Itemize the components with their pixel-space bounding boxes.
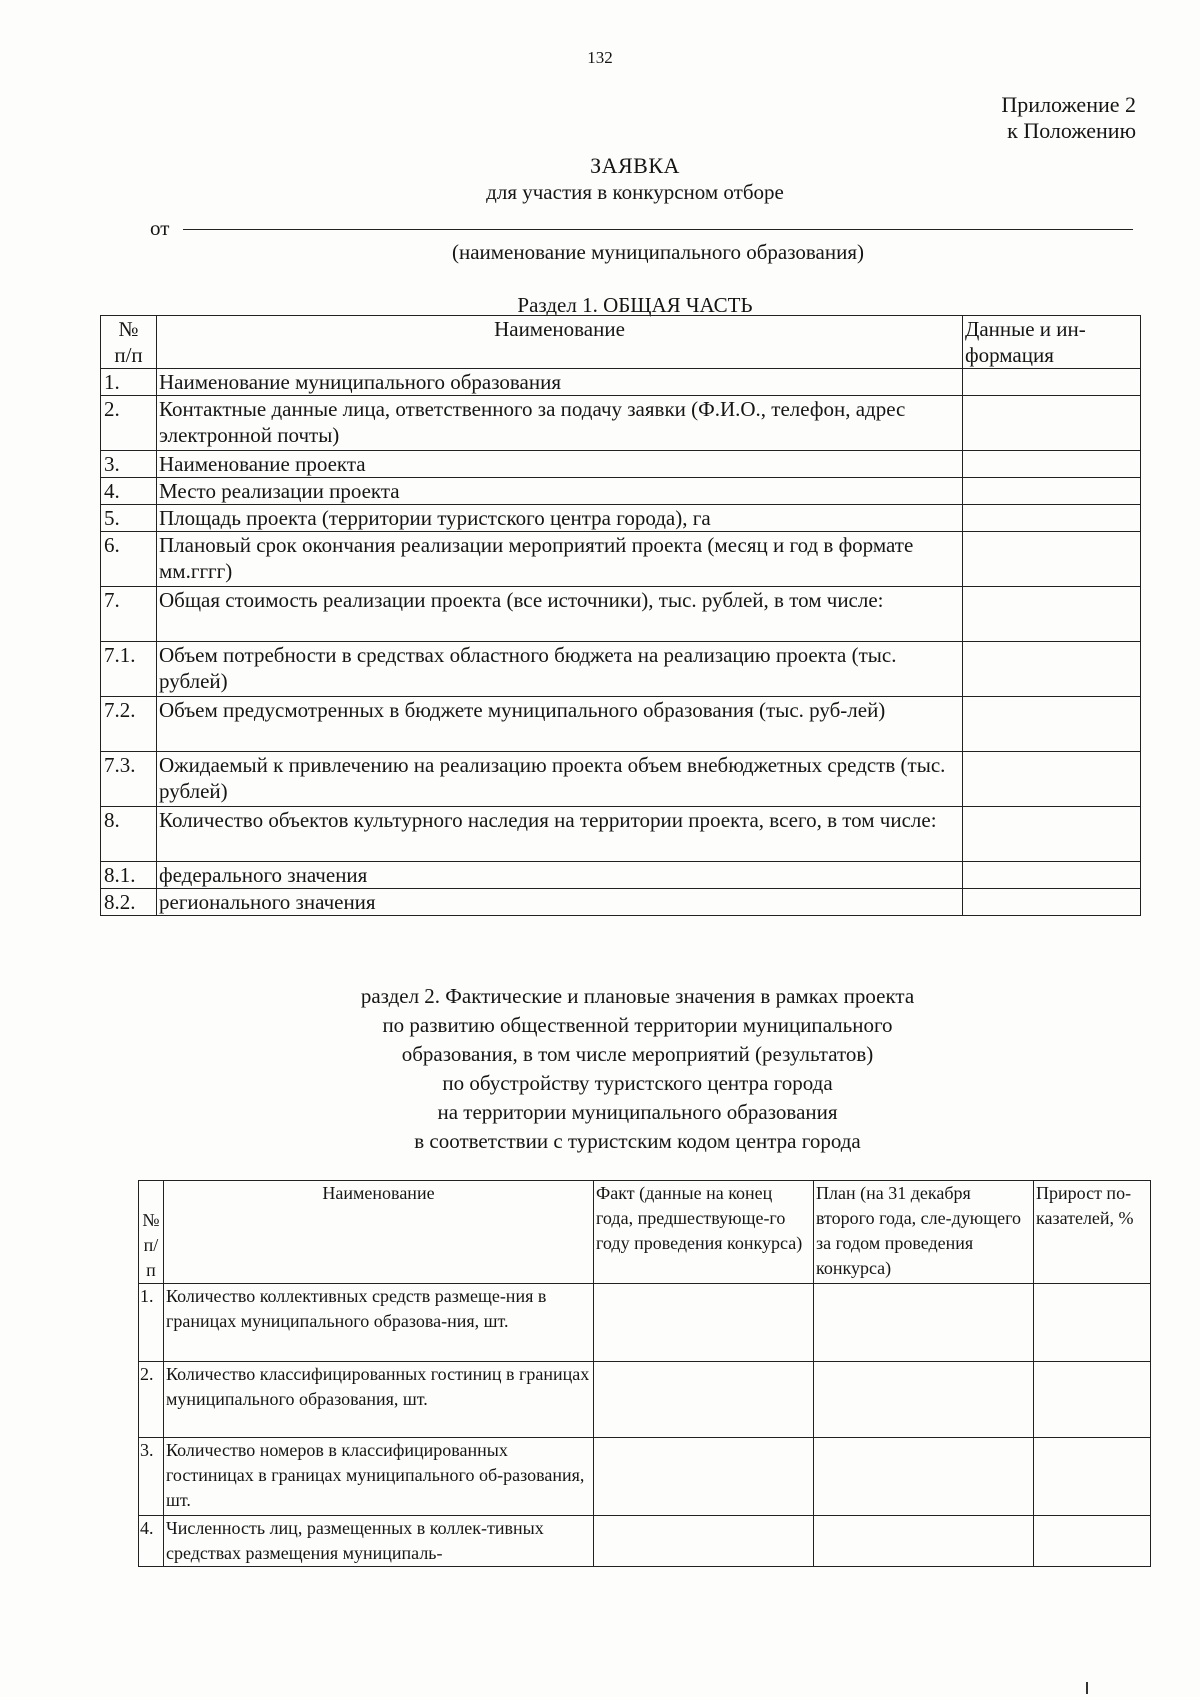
table2-row <box>139 1362 1151 1438</box>
row-name: Количество классифицированных гостиниц в границах муниципального образования, шт. <box>164 1362 594 1438</box>
header2-num-line3: п <box>146 1260 156 1280</box>
table1-row <box>101 697 1141 752</box>
scan-mark <box>1086 1682 1088 1694</box>
section2-heading-line: по развитию общественной территории муниципального <box>382 1013 893 1037</box>
row-value[interactable] <box>963 396 1141 451</box>
row-name: Объем потребности в средствах областного бюджета на реализацию проекта (тыс. рублей) <box>157 642 963 697</box>
table1-row <box>101 807 1141 862</box>
row-number: 8.2. <box>101 889 157 916</box>
row-name: Контактные данные лица, ответственного за подачу заявки (Ф.И.О., телефон, адрес электронной почты) <box>157 396 963 451</box>
row-name: Численность лиц, размещенных в коллек-тивных средствах размещения муниципаль- <box>164 1516 594 1567</box>
row-plan[interactable] <box>814 1284 1034 1362</box>
row-number: 6. <box>101 532 157 587</box>
row-value[interactable] <box>963 752 1141 807</box>
header2-name: Наименование <box>164 1181 594 1284</box>
section2-heading <box>0 982 1200 1156</box>
indicators-table <box>138 1180 1151 1567</box>
section2-heading-line: на территории муниципального образования <box>437 1100 838 1124</box>
appendix-line-2: к Положению <box>1007 118 1136 143</box>
row-number: 3. <box>139 1438 164 1516</box>
row-name: Наименование проекта <box>157 451 963 478</box>
row-name: федерального значения <box>157 862 963 889</box>
header-num <box>101 316 157 369</box>
row-plan[interactable] <box>814 1438 1034 1516</box>
header-data-line1: Данные и ин- <box>965 317 1086 341</box>
table1-row <box>101 532 1141 587</box>
row-growth[interactable] <box>1034 1284 1151 1362</box>
row-growth[interactable] <box>1034 1516 1151 1567</box>
row-name: регионального значения <box>157 889 963 916</box>
section2-heading-line: раздел 2. Фактические и плановые значения в рамках проекта <box>360 984 915 1008</box>
row-value[interactable] <box>963 807 1141 862</box>
header2-num-line2: п/ <box>143 1235 159 1255</box>
document-title: ЗАЯВКА <box>590 153 680 178</box>
document-subtitle: для участия в конкурсном отборе <box>486 180 784 204</box>
appendix-line-1: Приложение 2 <box>1001 92 1136 117</box>
table1-row <box>101 642 1141 697</box>
table2-header-row <box>139 1181 1151 1284</box>
header-data <box>963 316 1141 369</box>
table1-row <box>101 862 1141 889</box>
row-number: 3. <box>101 451 157 478</box>
row-name: Наименование муниципального образования <box>157 369 963 396</box>
row-name: Плановый срок окончания реализации мероприятий проекта (месяц и год в формате мм.гггг) <box>157 532 963 587</box>
header-num-line2: п/п <box>114 343 143 367</box>
table2-row <box>139 1438 1151 1516</box>
row-growth[interactable] <box>1034 1362 1151 1438</box>
row-value[interactable] <box>963 478 1141 505</box>
row-number: 1. <box>101 369 157 396</box>
row-fact[interactable] <box>594 1438 814 1516</box>
row-value[interactable] <box>963 532 1141 587</box>
row-value[interactable] <box>963 862 1141 889</box>
header2-growth: Прирост по-казателей, % <box>1034 1181 1151 1284</box>
section2-heading-line: по обустройству туристского центра города <box>442 1071 833 1095</box>
row-name: Общая стоимость реализации проекта (все источники), тыс. рублей, в том числе: <box>157 587 963 642</box>
row-name: Место реализации проекта <box>157 478 963 505</box>
row-growth[interactable] <box>1034 1438 1151 1516</box>
page-number: 132 <box>587 48 613 67</box>
row-number: 1. <box>139 1284 164 1362</box>
municipality-name-line <box>183 229 1133 230</box>
row-name: Ожидаемый к привлечению на реализацию проекта объем внебюджетных средств (тыс. рублей) <box>157 752 963 807</box>
row-number: 7.3. <box>101 752 157 807</box>
table2-row <box>139 1516 1151 1567</box>
row-value[interactable] <box>963 451 1141 478</box>
header-name: Наименование <box>157 316 963 369</box>
general-info-table <box>100 315 1141 916</box>
row-name: Количество номеров в классифицированных гостиницах в границах муниципального об-разования, шт. <box>164 1438 594 1516</box>
table1-row <box>101 478 1141 505</box>
header-data-line2: формация <box>965 343 1054 367</box>
row-number: 8. <box>101 807 157 862</box>
row-number: 7.2. <box>101 697 157 752</box>
row-number: 7.1. <box>101 642 157 697</box>
municipality-caption: (наименование муниципального образования) <box>451 240 865 264</box>
row-number: 2. <box>101 396 157 451</box>
section1-title: Раздел 1. ОБЩАЯ ЧАСТЬ <box>517 293 753 317</box>
table1-row <box>101 587 1141 642</box>
appendix-reference <box>1001 92 1136 144</box>
header2-num-line1: № <box>142 1210 160 1230</box>
table1-row <box>101 396 1141 451</box>
row-number: 4. <box>101 478 157 505</box>
row-number: 2. <box>139 1362 164 1438</box>
header2-plan: План (на 31 декабря второго года, сле-дующего за годом проведения конкурса) <box>814 1181 1034 1284</box>
row-value[interactable] <box>963 587 1141 642</box>
row-value[interactable] <box>963 505 1141 532</box>
table1-row <box>101 369 1141 396</box>
row-value[interactable] <box>963 642 1141 697</box>
row-name: Количество объектов культурного наследия на территории проекта, всего, в том числе: <box>157 807 963 862</box>
table2-row <box>139 1284 1151 1362</box>
row-number: 7. <box>101 587 157 642</box>
table1-row <box>101 451 1141 478</box>
row-number: 5. <box>101 505 157 532</box>
row-plan[interactable] <box>814 1516 1034 1567</box>
row-number: 8.1. <box>101 862 157 889</box>
row-value[interactable] <box>963 697 1141 752</box>
row-name: Площадь проекта (территории туристского центра города), га <box>157 505 963 532</box>
header2-fact: Факт (данные на конец года, предшествующе-го году проведения конкурса) <box>594 1181 814 1284</box>
from-label: от <box>150 216 170 240</box>
row-fact[interactable] <box>594 1362 814 1438</box>
table1-row <box>101 752 1141 807</box>
table1-row <box>101 505 1141 532</box>
header2-num <box>139 1181 164 1284</box>
row-fact[interactable] <box>594 1516 814 1567</box>
section2-heading-line: образования, в том числе мероприятий (результатов) <box>401 1042 874 1066</box>
row-number: 4. <box>139 1516 164 1567</box>
row-name: Количество коллективных средств размеще-ния в границах муниципального образова-ния, шт. <box>164 1284 594 1362</box>
section2-heading-line: в соответствии с туристским кодом центра города <box>414 1129 861 1153</box>
row-name: Объем предусмотренных в бюджете муниципального образования (тыс. руб-лей) <box>157 697 963 752</box>
header-num-line1: № <box>118 317 139 341</box>
row-value[interactable] <box>963 889 1141 916</box>
table1-header-row <box>101 316 1141 369</box>
table1-row <box>101 889 1141 916</box>
row-plan[interactable] <box>814 1362 1034 1438</box>
row-fact[interactable] <box>594 1284 814 1362</box>
row-value[interactable] <box>963 369 1141 396</box>
